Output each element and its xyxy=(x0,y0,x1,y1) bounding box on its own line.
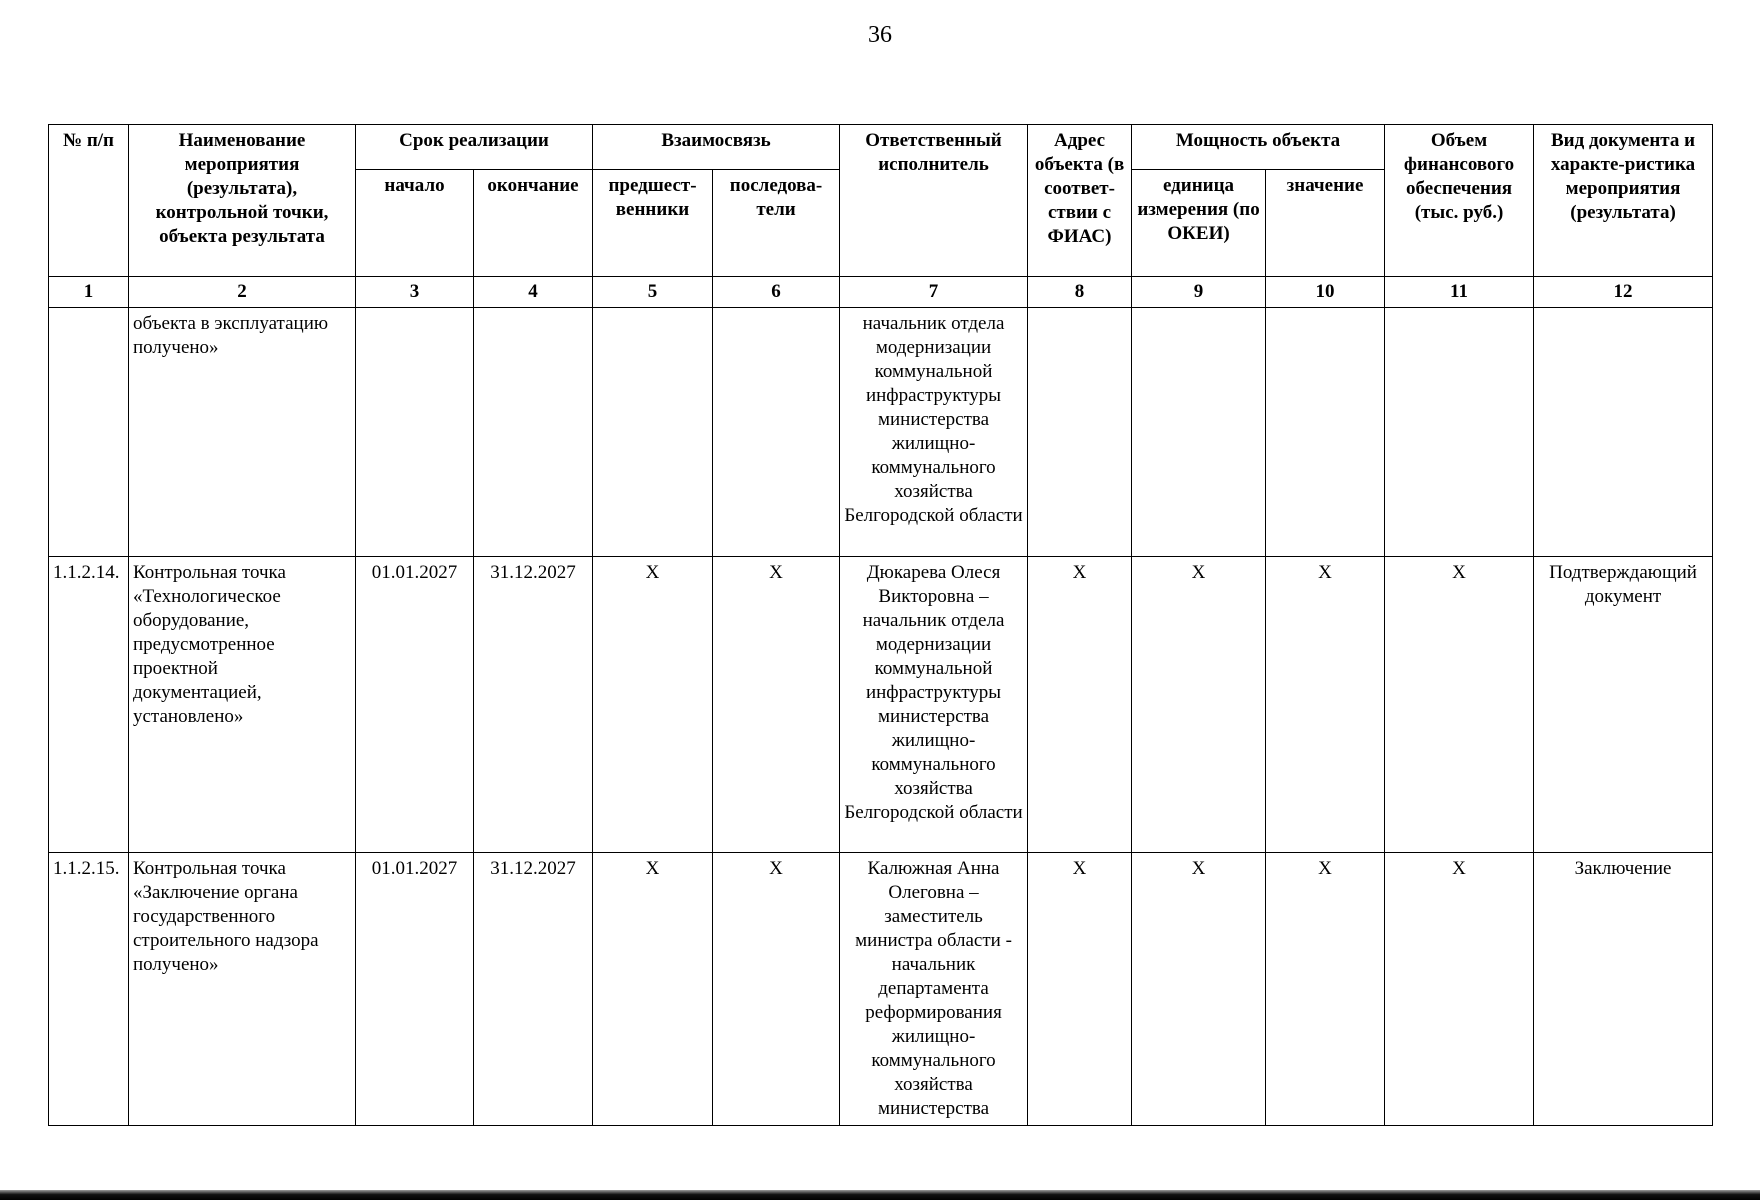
column-number: 4 xyxy=(474,277,593,308)
cell-pred: X xyxy=(593,557,713,853)
column-number: 5 xyxy=(593,277,713,308)
column-number: 11 xyxy=(1385,277,1534,308)
header-doc: Вид документа и характе-ристика мероприятия (результата) xyxy=(1534,125,1713,277)
cell-pred: X xyxy=(593,853,713,1126)
cell-name: Контрольная точка «Технологическое оборудование, предусмотренное проектной документацией, установлено» xyxy=(129,557,356,853)
cell-value: X xyxy=(1266,853,1385,1126)
column-number: 10 xyxy=(1266,277,1385,308)
table-row xyxy=(49,308,1713,557)
cell-no: 1.1.2.15. xyxy=(49,853,129,1126)
cell-start: 01.01.2027 xyxy=(356,557,474,853)
header-no: № п/п xyxy=(49,125,129,277)
cell-unit: X xyxy=(1132,557,1266,853)
cell-no: 1.1.2.14. xyxy=(49,557,129,853)
header-row-1 xyxy=(49,125,1713,170)
cell-doc: Заключение xyxy=(1534,853,1713,1126)
header-finance: Объем финансового обеспечения (тыс. руб.) xyxy=(1385,125,1534,277)
header-cap-value: значение xyxy=(1266,170,1385,277)
header-capacity-group: Мощность объекта xyxy=(1132,125,1385,170)
header-term-end: окончание xyxy=(474,170,593,277)
cell-finance: X xyxy=(1385,557,1534,853)
cell-no xyxy=(49,308,129,557)
header-link-pred: предшест-венники xyxy=(593,170,713,277)
column-number: 1 xyxy=(49,277,129,308)
table-row xyxy=(49,557,1713,853)
cell-end: 31.12.2027 xyxy=(474,853,593,1126)
cell-name: Контрольная точка «Заключение органа государственного строительного надзора получено» xyxy=(129,853,356,1126)
cell-start: 01.01.2027 xyxy=(356,853,474,1126)
header-responsible: Ответственный исполнитель xyxy=(840,125,1028,277)
header-name: Наименование мероприятия (результата), контрольной точки, объекта результата xyxy=(129,125,356,277)
cell-doc: Подтверждающий документ xyxy=(1534,557,1713,853)
header-term-group: Срок реализации xyxy=(356,125,593,170)
cell-end xyxy=(474,308,593,557)
cell-responsible: начальник отдела модернизации коммунальной инфраструктуры министерства жилищно-коммунального хозяйства Белгородской области xyxy=(840,308,1028,557)
cell-finance xyxy=(1385,308,1534,557)
column-number: 6 xyxy=(713,277,840,308)
column-number: 2 xyxy=(129,277,356,308)
plan-table xyxy=(48,124,1713,1126)
scan-edge-bar xyxy=(0,1190,1760,1200)
cell-responsible: Калюжная Анна Олеговна – заместитель министра области - начальник департамента реформирования жилищно-коммунального хозяйства министерства xyxy=(840,853,1028,1126)
cell-finance: X xyxy=(1385,853,1534,1126)
column-number: 8 xyxy=(1028,277,1132,308)
column-numbers-row xyxy=(49,277,1713,308)
header-link-group: Взаимосвязь xyxy=(593,125,840,170)
column-number: 9 xyxy=(1132,277,1266,308)
column-number: 3 xyxy=(356,277,474,308)
header-term-start: начало xyxy=(356,170,474,277)
cell-value xyxy=(1266,308,1385,557)
cell-unit xyxy=(1132,308,1266,557)
column-number: 7 xyxy=(840,277,1028,308)
cell-start xyxy=(356,308,474,557)
cell-unit: X xyxy=(1132,853,1266,1126)
cell-end: 31.12.2027 xyxy=(474,557,593,853)
cell-address xyxy=(1028,308,1132,557)
cell-address: X xyxy=(1028,853,1132,1126)
table-row xyxy=(49,853,1713,1126)
cell-address: X xyxy=(1028,557,1132,853)
cell-succ xyxy=(713,308,840,557)
cell-succ: X xyxy=(713,557,840,853)
header-link-succ: последова-тели xyxy=(713,170,840,277)
column-number: 12 xyxy=(1534,277,1713,308)
page-number: 36 xyxy=(868,22,892,48)
cell-name: объекта в эксплуатацию получено» xyxy=(129,308,356,557)
cell-value: X xyxy=(1266,557,1385,853)
cell-doc xyxy=(1534,308,1713,557)
header-address: Адрес объекта (в соответ-ствии с ФИАС) xyxy=(1028,125,1132,277)
header-cap-unit: единица измерения (по ОКЕИ) xyxy=(1132,170,1266,277)
cell-succ: X xyxy=(713,853,840,1126)
cell-responsible: Дюкарева Олеся Викторовна – начальник отдела модернизации коммунальной инфраструктуры министерства жилищно-коммунального хозяйства Белгородской области xyxy=(840,557,1028,853)
cell-pred xyxy=(593,308,713,557)
